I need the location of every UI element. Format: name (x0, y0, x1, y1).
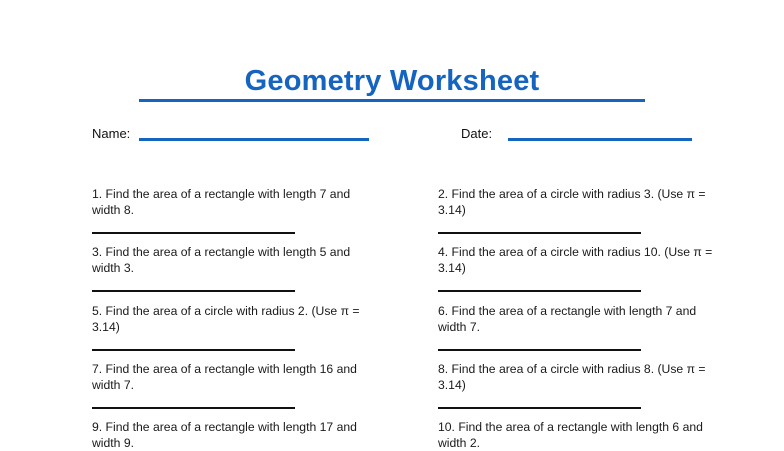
answer-line-1[interactable] (92, 232, 295, 234)
answer-line-3[interactable] (92, 290, 295, 292)
title-underline (139, 99, 645, 102)
question-7: 7. Find the area of a rectangle with length 16 and width 7. (92, 362, 357, 392)
question-3: 3. Find the area of a rectangle with length 5 and width 3. (92, 245, 351, 275)
question-10: 10. Find the area of a rectangle with length 6 and width 2. (438, 420, 703, 450)
answer-line-7[interactable] (92, 407, 295, 409)
question-5: 5. Find the area of a circle with radius 2. (Use π = 3.14) (92, 304, 360, 334)
question-8: 8. Find the area of a circle with radius 8. (Use π = 3.14) (438, 362, 706, 392)
question-6: 6. Find the area of a rectangle with length 7 and width 7. (438, 304, 697, 334)
question-4: 4. Find the area of a circle with radius 10. (Use π = 3.14) (438, 245, 713, 275)
question-1: 1. Find the area of a rectangle with length 7 and width 8. (92, 187, 351, 217)
date-field-line[interactable] (508, 138, 692, 141)
answer-line-8[interactable] (438, 407, 641, 409)
question-9: 9. Find the area of a rectangle with length 17 and width 9. (92, 420, 357, 450)
answer-line-2[interactable] (438, 232, 641, 234)
question-2: 2. Find the area of a circle with radius 3. (Use π = 3.14) (438, 187, 706, 217)
date-label: Date: (461, 126, 493, 141)
answer-line-6[interactable] (438, 349, 641, 351)
name-label: Name: (92, 126, 131, 141)
worksheet-title: Geometry Worksheet (244, 65, 540, 97)
name-field-line[interactable] (139, 138, 369, 141)
answer-line-5[interactable] (92, 349, 295, 351)
answer-line-4[interactable] (438, 290, 641, 292)
